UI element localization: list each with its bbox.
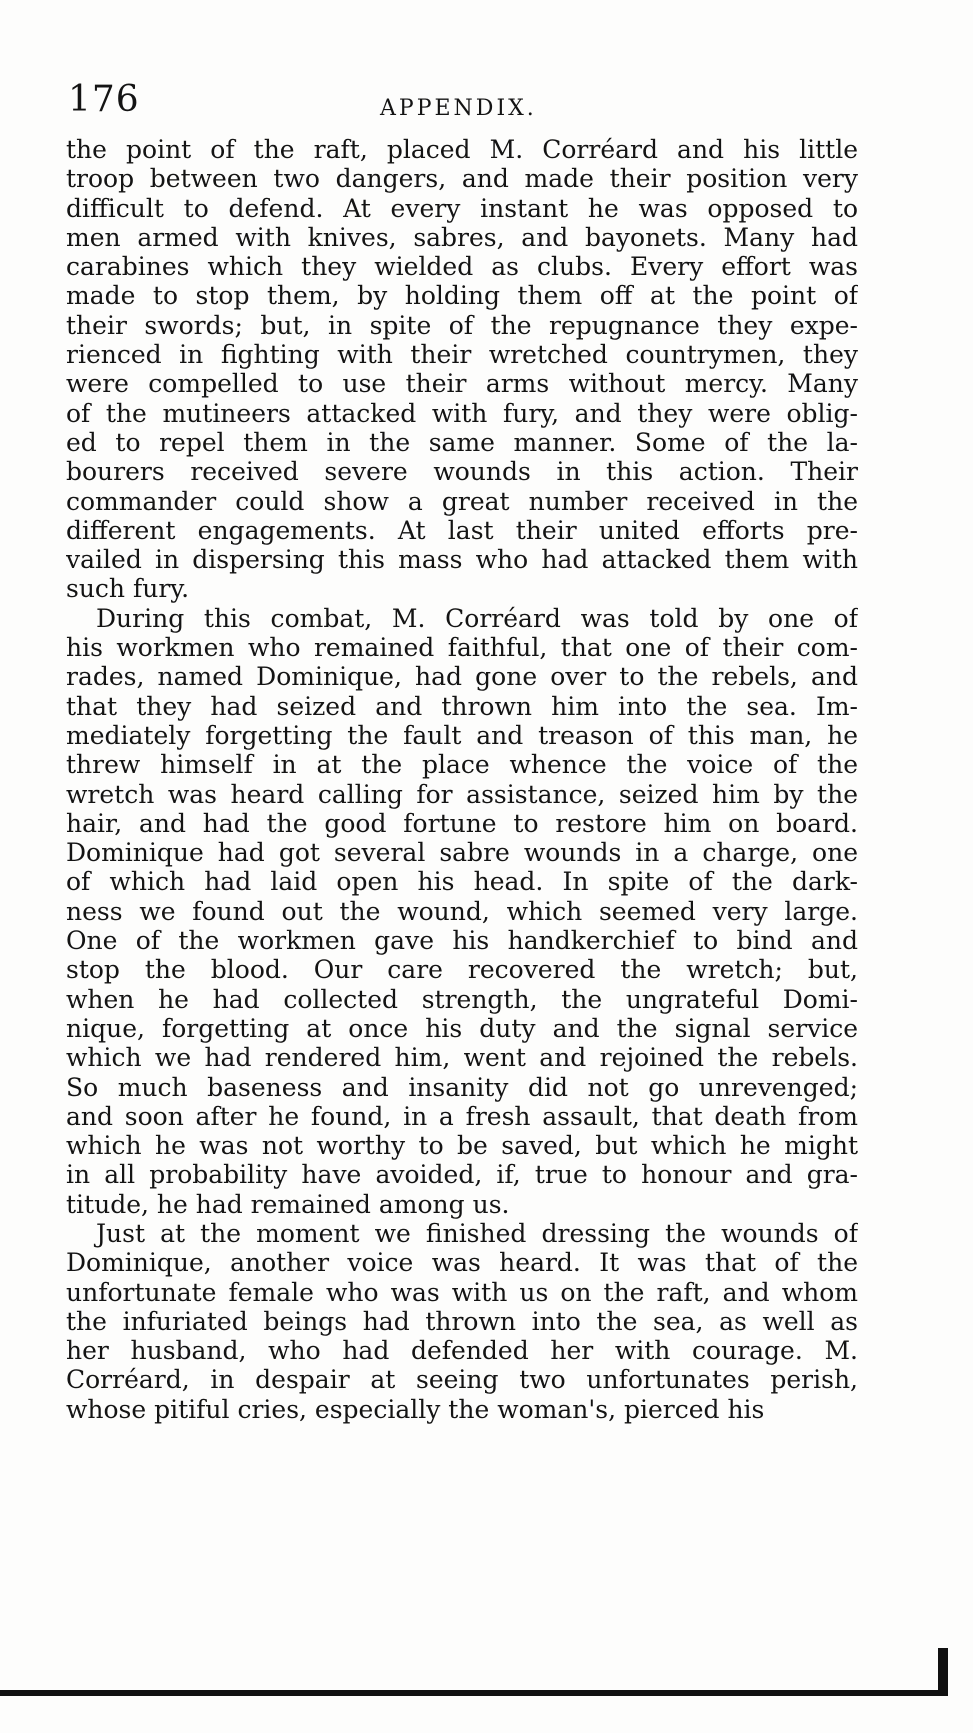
text-line: stop the blood. Our care recovered the wretch; but, (66, 955, 858, 985)
text-line: titude, he had remained among us. (66, 1189, 510, 1219)
text-line: bourers received severe wounds in this action. Their (66, 457, 858, 487)
text-line: such fury. (66, 574, 190, 604)
text-line: carabines which they wielded as clubs. Every effort was (66, 252, 858, 282)
text-line: which we had rendered him, went and rejoined the rebels. (66, 1043, 858, 1073)
text-line: Corréard, in despair at seeing two unfortunates perish, (66, 1365, 858, 1395)
text-line: hair, and had the good fortune to restore him on board. (66, 808, 858, 838)
text-line: difficult to defend. At every instant he was opposed to (66, 193, 858, 223)
bottom-rule (0, 1690, 944, 1696)
text-line: of the mutineers attacked with fury, and they were oblig- (66, 398, 858, 428)
text-line: his workmen who remained faithful, that one of their com- (66, 633, 858, 663)
page-number: 176 (68, 79, 140, 120)
text-line: whose pitiful cries, especially the woman's, pierced his (66, 1394, 765, 1424)
text-line: ness we found out the wound, which seemed very large. (66, 896, 858, 926)
text-line: wretch was heard calling for assistance, seized him by the (66, 779, 858, 809)
text-line: unfortunate female who was with us on the raft, and whom (66, 1277, 858, 1307)
body-text (66, 135, 858, 1424)
text-line: rienced in fighting with their wretched countrymen, they (66, 340, 858, 370)
text-line: and soon after he found, in a fresh assault, that death from (66, 1101, 858, 1131)
corner-mark (938, 1648, 948, 1696)
text-line: the point of the raft, placed M. Corréard and his little (66, 135, 858, 164)
text-line: were compelled to use their arms without mercy. Many (66, 369, 858, 399)
text-line: Dominique had got several sabre wounds in a charge, one (66, 838, 858, 868)
paragraph (66, 1219, 858, 1424)
text-line: nique, forgetting at once his duty and the signal service (66, 1013, 858, 1043)
text-line: Dominique, another voice was heard. It was that of the (66, 1248, 858, 1278)
text-line: So much baseness and insanity did not go unrevenged; (66, 1072, 858, 1102)
paragraph (66, 604, 858, 1219)
paragraph (66, 135, 858, 604)
text-line: During this combat, M. Corréard was told by one of (96, 603, 858, 633)
text-line: her husband, who had defended her with courage. M. (66, 1336, 858, 1366)
text-line: troop between two dangers, and made their position very (66, 164, 858, 194)
running-head: APPENDIX. (380, 96, 537, 121)
text-line: different engagements. At last their united efforts pre- (66, 515, 858, 545)
text-line: mediately forgetting the fault and treason of this man, he (66, 720, 858, 750)
text-line: their swords; but, in spite of the repugnance they expe- (66, 310, 858, 340)
text-line: vailed in dispersing this mass who had attacked them with (66, 545, 858, 575)
text-line: made to stop them, by holding them off at the point of (66, 281, 858, 311)
text-line: threw himself in at the place whence the voice of the (66, 750, 858, 780)
text-line: men armed with knives, sabres, and bayonets. Many had (66, 222, 858, 252)
text-line: that they had seized and thrown him into the sea. Im- (66, 691, 858, 721)
text-line: of which had laid open his head. In spite of the dark- (66, 867, 858, 897)
text-line: in all probability have avoided, if, true to honour and gra- (66, 1160, 858, 1190)
text-line: One of the workmen gave his handkerchief to bind and (66, 926, 858, 956)
text-line: commander could show a great number received in the (66, 486, 858, 516)
text-line: Just at the moment we finished dressing the wounds of (96, 1218, 858, 1248)
text-line: rades, named Dominique, had gone over to the rebels, and (66, 662, 858, 692)
text-line: which he was not worthy to be saved, but which he might (66, 1131, 858, 1161)
text-line: ed to repel them in the same manner. Some of the la- (66, 427, 858, 457)
text-line: the infuriated beings had thrown into the sea, as well as (66, 1306, 858, 1336)
text-line: when he had collected strength, the ungrateful Domi- (66, 984, 858, 1014)
